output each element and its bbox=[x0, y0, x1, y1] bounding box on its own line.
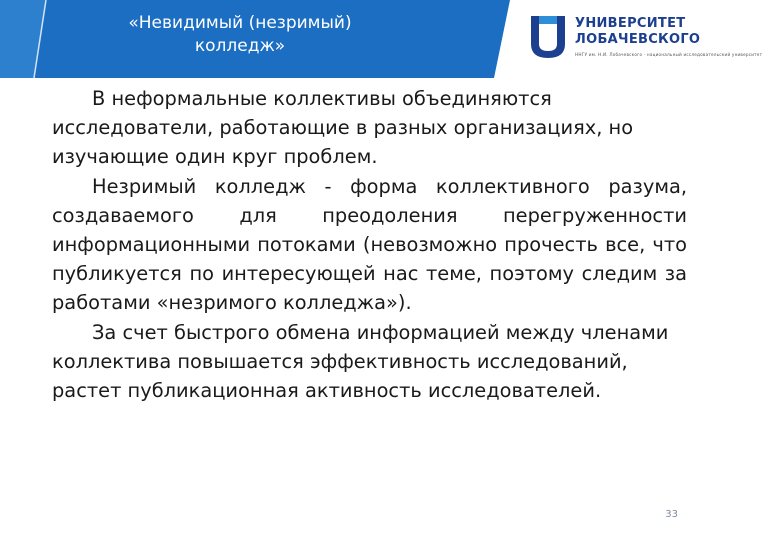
paragraph-3: За счет быстрого обмена информацией между членами коллектива повышается эффективность исследований, растет публикационная активность исследователей. bbox=[52, 320, 669, 403]
university-emblem-icon bbox=[527, 14, 569, 60]
university-logo bbox=[527, 14, 762, 64]
slide-title-line2: колледж» bbox=[194, 36, 286, 56]
slide-header bbox=[0, 0, 762, 78]
logo-subtext: ННГУ им. Н.И. Лобачевского · национальный исследовательский университет bbox=[575, 52, 762, 57]
logo-line1: УНИВЕРСИТЕТ bbox=[575, 16, 686, 31]
paragraph-1: В неформальные коллективы объединяются исследователи, работающие в разных организациях, но изучающие один круг проблем. bbox=[52, 87, 634, 169]
slide-title-line1: «Невидимый (незримый) bbox=[128, 13, 352, 33]
logo-line2: ЛОБАЧЕВСКОГО bbox=[575, 32, 701, 47]
paragraph-2: Незримый колледж - форма коллективного разума, создаваемого для преодоления перегруженности информационными потоками (невозможно прочесть все, что публикуется по интересующей нас теме, поэтому следим за работами «незримого колледжа»). bbox=[52, 174, 687, 315]
page-number: 33 bbox=[665, 509, 678, 520]
slide-title bbox=[60, 12, 420, 58]
slide-body bbox=[52, 84, 687, 405]
